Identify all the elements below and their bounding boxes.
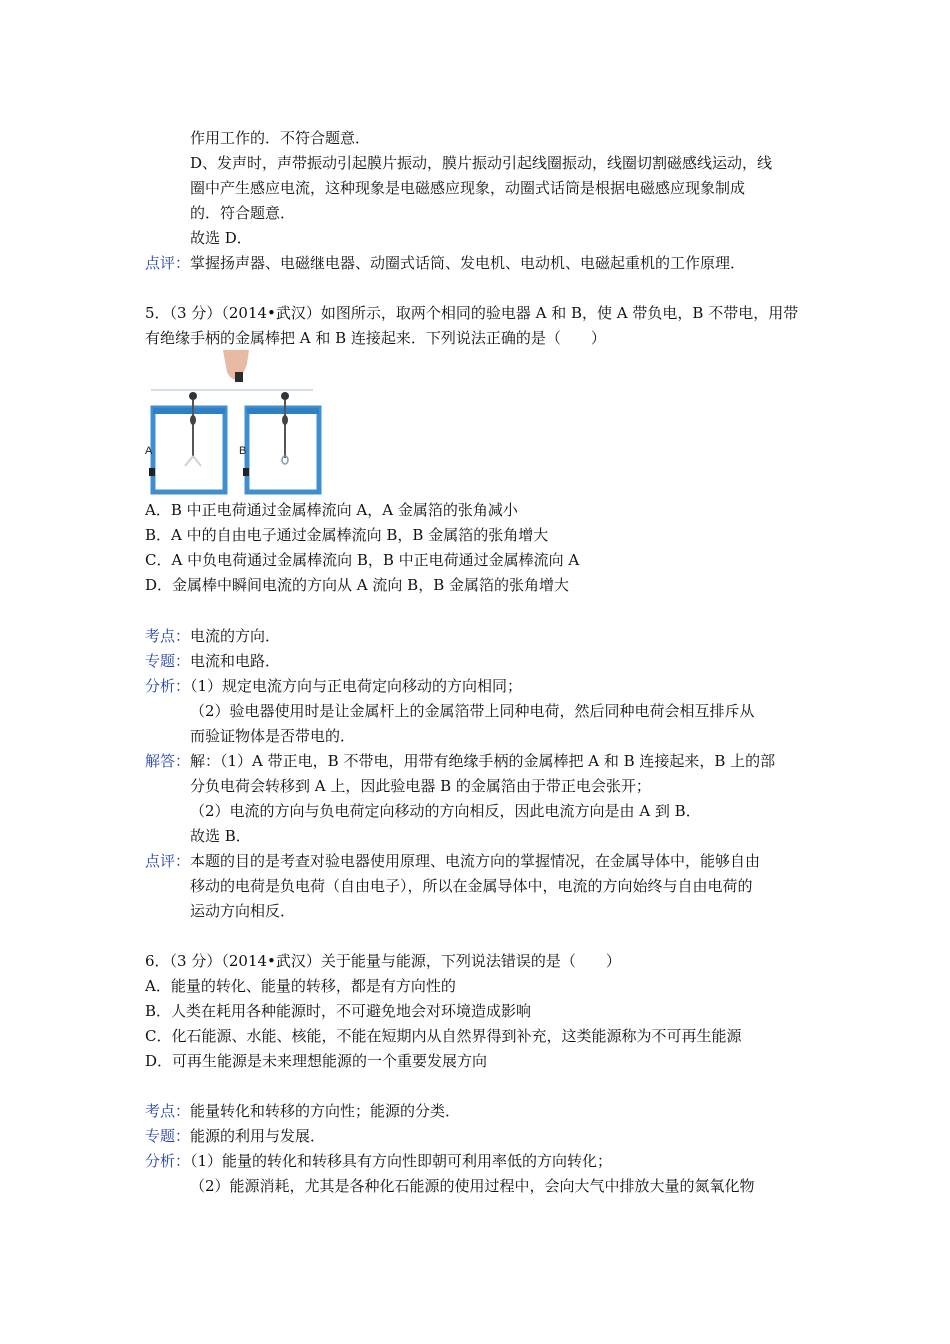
option-c: C．化石能源、水能、核能，不能在短期内从自然界得到补充，这类能源称为不可再生能源 (145, 1027, 742, 1045)
answer-line: 故选 D． (190, 229, 252, 247)
label-a: A (145, 445, 153, 457)
option-b: B．A 中的自由电子通过金属棒流向 B，B 金属箔的张角增大 (145, 526, 549, 544)
fenxi-text: （1）能量的转化和转移具有方向性即朝可利用率低的方向转化； (190, 1152, 613, 1170)
kaodian-label: 考点： (145, 627, 191, 645)
electroscope-b-ball (281, 392, 289, 400)
dianping-row (145, 851, 760, 871)
jieda-text: 解：（1）A 带正电，B 不带电，用带有绝缘手柄的金属棒把 A 和 B 连接起来，B 上的部 (190, 752, 776, 770)
answer-line: 圈中产生感应电流，这种现象是电磁感应现象，动圈式话筒是根据电磁感应现象制成 (190, 179, 746, 197)
dianping-line: 移动的电荷是负电荷（自由电子），所以在金属导体中，电流的方向始终与自由电荷的 (190, 877, 753, 895)
kaodian-label: 考点： (145, 1102, 191, 1120)
answer-line: 的．符合题意． (190, 204, 296, 222)
dianping-text: 本题的目的是考查对验电器使用原理、电流方向的掌握情况，在金属导体中，能够自由 (190, 852, 761, 870)
kaodian-row (145, 626, 280, 646)
question-6-stem: 6．（3 分）（2014•武汉）关于能量与能源，下列说法错误的是（ ） (145, 952, 621, 970)
dianping-label: 点评： (145, 852, 191, 870)
answer-line: D、发声时，声带振动引起膜片振动，膜片振动引起线圈振动，线圈切割磁感线运动，线 (190, 154, 773, 172)
kaodian-text: 能量转化和转移的方向性；能源的分类． (190, 1102, 461, 1120)
review-row (145, 253, 745, 273)
electroscope-a-knob (149, 468, 155, 476)
zhuanti-label: 专题： (145, 1127, 191, 1145)
review-text: 掌握扬声器、电磁继电器、动圈式话筒、发电机、电动机、电磁起重机的工作原理． (190, 254, 746, 272)
option-b: B．人类在耗用各种能源时，不可避免地会对环境造成影响 (145, 1002, 532, 1020)
electroscope-b-top (247, 408, 319, 414)
fenxi-label: 分析： (145, 1152, 191, 1170)
zhuanti-text: 电流和电路． (190, 652, 281, 670)
fenxi-row (145, 676, 522, 696)
jieda-line: （2）电流的方向与负电荷定向移动的方向相反，因此电流方向是由 A 到 B． (190, 802, 701, 820)
electroscope-a-frame (153, 408, 225, 492)
jieda-label: 解答： (145, 752, 191, 770)
label-b: B (239, 445, 247, 457)
electroscope-figure (145, 350, 323, 498)
option-a: A．B 中正电荷通过金属棒流向 A，A 金属箔的张角减小 (145, 501, 518, 519)
dianping-line: 运动方向相反． (190, 902, 296, 920)
option-d: D．金属棒中瞬间电流的方向从 A 流向 B，B 金属箔的张角增大 (145, 576, 569, 594)
electroscope-diagram (145, 350, 323, 498)
question-5-stem: 5．（3 分）（2014•武汉）如图所示，取两个相同的验电器 A 和 B，使 A 带负电，B 不带电，用带 (145, 304, 799, 322)
question-5-stem: 有绝缘手柄的金属棒把 A 和 B 连接起来．下列说法正确的是（ ） (145, 329, 606, 347)
zhuanti-row (145, 651, 280, 671)
jieda-row (145, 751, 775, 771)
fenxi-line: （2）能源消耗，尤其是各种化石能源的使用过程中，会向大气中排放大量的氮氧化物 (190, 1177, 755, 1195)
electroscope-b-knob (243, 468, 249, 476)
electroscope-a-ball (189, 392, 197, 400)
rod-handle (235, 372, 243, 382)
answer-line: 作用工作的．不符合题意． (190, 129, 371, 147)
electroscope-a-top (153, 408, 225, 414)
kaodian-text: 电流的方向． (190, 627, 281, 645)
kaodian-row (145, 1101, 460, 1121)
zhuanti-text: 能源的利用与发展． (190, 1127, 326, 1145)
electroscope-b-insulator (282, 415, 288, 425)
option-a: A．能量的转化、能量的转移，都是有方向性的 (145, 977, 456, 995)
fenxi-row (145, 1151, 612, 1171)
fenxi-label: 分析： (145, 677, 191, 695)
jieda-line: 分负电荷会转移到 A 上，因此验电器 B 的金属箔由于带正电会张开； (190, 777, 651, 795)
review-label: 点评： (145, 254, 191, 272)
option-d: D．可再生能源是未来理想能源的一个重要发展方向 (145, 1052, 488, 1070)
option-c: C．A 中负电荷通过金属棒流向 B，B 中正电荷通过金属棒流向 A (145, 551, 580, 569)
fenxi-line: 而验证物体是否带电的． (190, 727, 356, 745)
zhuanti-label: 专题： (145, 652, 191, 670)
fenxi-text: （1）规定电流方向与正电荷定向移动的方向相同； (190, 677, 523, 695)
zhuanti-row (145, 1126, 325, 1146)
fenxi-line: （2）验电器使用时是让金属杆上的金属箔带上同种电荷，然后同种电荷会相互排斥从 (190, 702, 755, 720)
jieda-line: 故选 B． (190, 827, 251, 845)
electroscope-a-insulator (190, 415, 196, 425)
electroscope-a-foil (185, 456, 201, 466)
